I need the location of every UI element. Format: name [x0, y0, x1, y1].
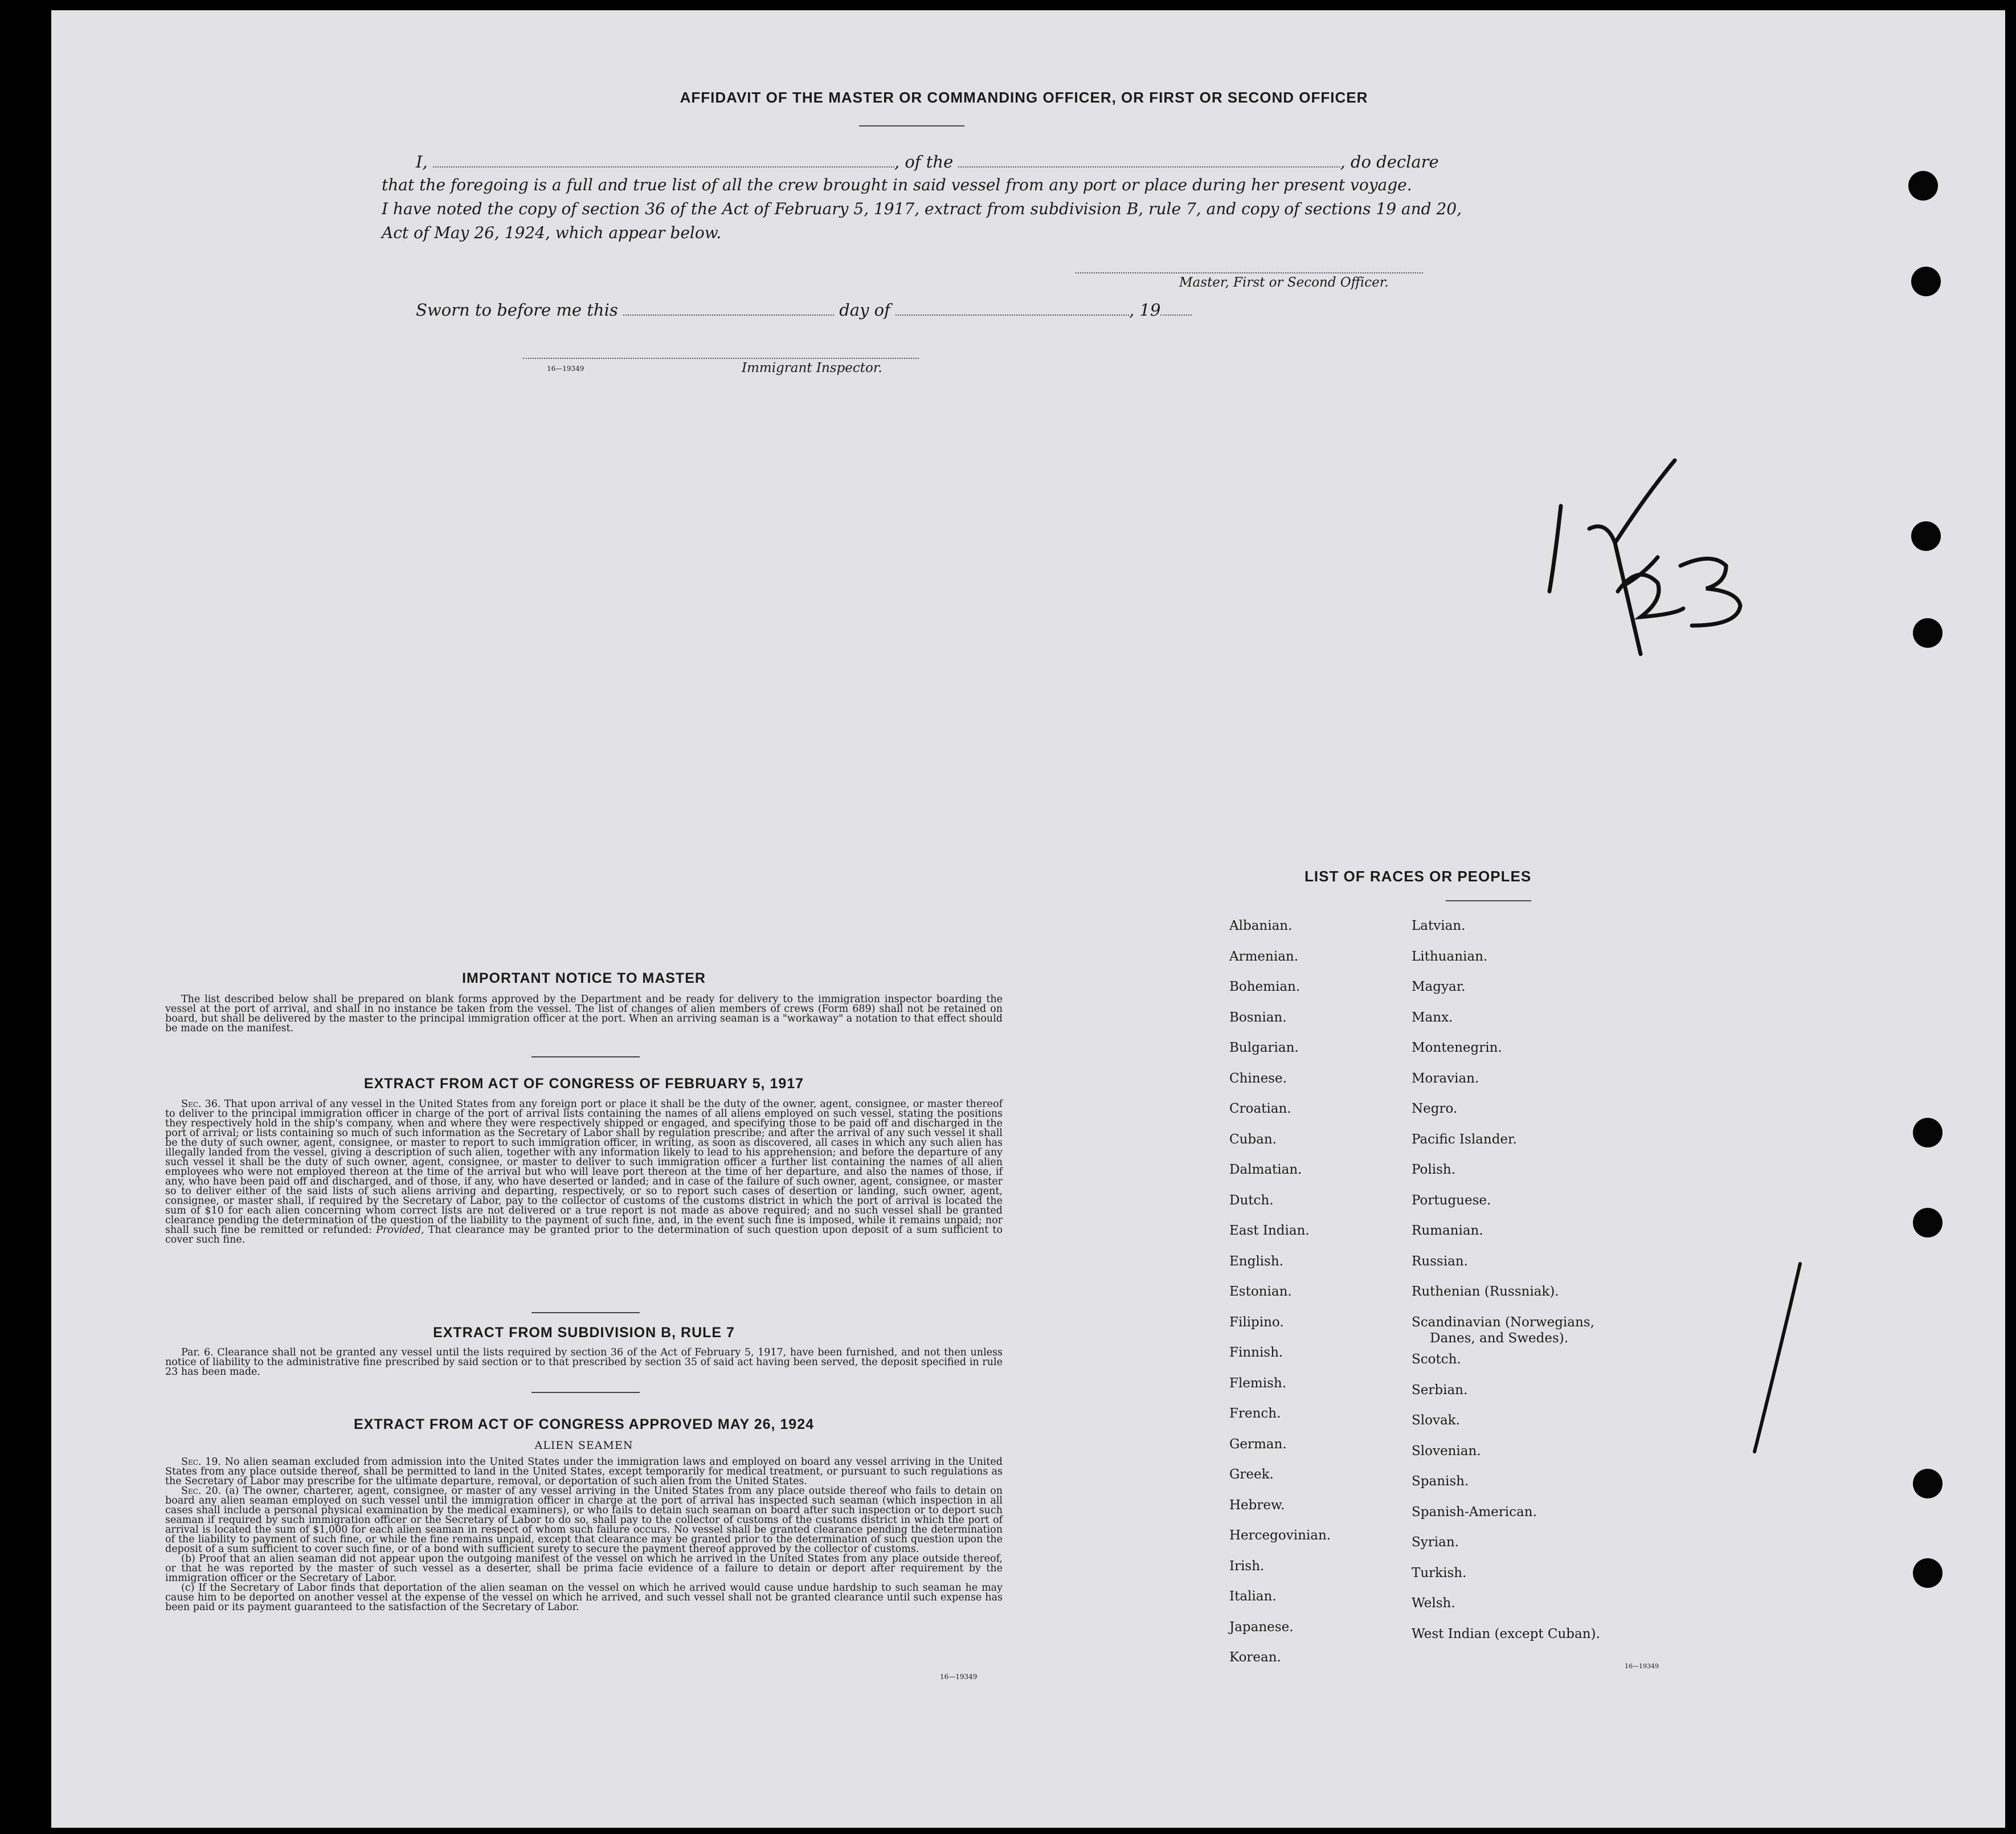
form-number-races: 16—19349	[1625, 1663, 1659, 1670]
proviso-text: That clearance may be granted prior to the determination of such question upon deposit of a sum sufficient to cover such fine.	[165, 1224, 1003, 1245]
document-page	[51, 10, 2005, 1828]
sworn-year: , 19	[1129, 300, 1161, 320]
handwritten-number	[1487, 443, 1806, 694]
race-item: East Indian.	[1229, 1223, 1310, 1238]
notice-title: IMPORTANT NOTICE TO MASTER	[462, 970, 706, 986]
race-item: Hebrew.	[1229, 1497, 1285, 1513]
handwritten-slash	[1743, 1258, 1811, 1463]
sec20b-paragraph: (b) Proof that an alien seaman did not appear upon the outgoing manifest of the vessel on which he arrived in the United States from any place outside thereof, or that he was reported by the master of such vessel as a deserter, shall be prima facie evidence of a failure to detain or deport after requirement by the immigration officer or the Secretary of Labor.	[165, 1553, 1003, 1584]
form-number-top: 16—19349	[547, 365, 584, 373]
race-item: Dutch.	[1229, 1192, 1274, 1208]
race-item: Bulgarian.	[1229, 1040, 1299, 1055]
race-item: Greek.	[1229, 1467, 1274, 1482]
races-divider	[1446, 900, 1531, 901]
title-divider	[859, 125, 964, 126]
signature-label: Master, First or Second Officer.	[1179, 275, 1389, 290]
line1-start: I,	[416, 152, 428, 171]
race-item: Hercegovinian.	[1229, 1528, 1331, 1543]
races-title: LIST OF RACES OR PEOPLES	[1305, 868, 1532, 885]
sworn-month-blank	[895, 300, 1129, 316]
race-item: Negro.	[1412, 1101, 1458, 1116]
sec20c-paragraph: (c) If the Secretary of Labor finds that deportation of the alien seaman on the vessel on which he arrived would cause undue hardship to such seaman he may cause him to be deported on another vessel at the expense of the vessel on which he arrived, and such vessel shall not be granted clearance until such expense has been paid or its payment guaranteed to the satisfaction of the Secretary of Labor.	[165, 1582, 1003, 1613]
race-item: French.	[1229, 1406, 1281, 1421]
race-item: Estonian.	[1229, 1284, 1292, 1299]
extract-1917-text	[165, 1100, 1003, 1245]
race-item: Scandinavian (Norwegians,	[1412, 1314, 1594, 1330]
binder-hole	[1913, 1469, 1943, 1498]
binder-hole	[1908, 171, 1938, 201]
race-item: Chinese.	[1229, 1071, 1287, 1086]
race-item: Filipino.	[1229, 1314, 1284, 1330]
binder-hole	[1913, 1208, 1943, 1237]
race-item: Spanish.	[1412, 1474, 1469, 1489]
binder-hole	[1911, 267, 1941, 296]
notice-text	[165, 995, 1003, 1034]
race-item: Polish.	[1412, 1162, 1456, 1177]
divider-1	[531, 1056, 640, 1057]
vessel-blank	[958, 152, 1340, 168]
race-item: Italian.	[1229, 1589, 1277, 1604]
race-item: Moravian.	[1412, 1071, 1479, 1086]
year-blank	[1160, 300, 1192, 316]
line1-end: , do declare	[1340, 152, 1439, 171]
race-item: Latvian.	[1412, 918, 1466, 933]
sec19-text: No alien seaman excluded from admission into the United States under the immigration laws and employed on board any vessel arriving in the United States from any place outside thereof, shall be permitted to land in the United States, except temporarily for medical treatment, or pursuant to such regulations as the Secretary of Labor may prescribe for the ultimate departure, removal, or deportation of such alien from the United States.	[165, 1456, 1003, 1487]
inspector-label: Immigrant Inspector.	[742, 361, 882, 375]
race-item: Irish.	[1229, 1558, 1265, 1574]
sworn-day: day of	[839, 300, 890, 320]
affidavit-line-4: Act of May 26, 1924, which appear below.	[382, 223, 722, 242]
divider-3	[531, 1392, 640, 1393]
sec20-label: Sec. 20.	[181, 1485, 222, 1497]
race-item: Portuguese.	[1412, 1192, 1491, 1208]
line1-mid: , of the	[894, 152, 954, 171]
sec36-text: That upon arrival of any vessel in the United States from any foreign port or place it shall be the duty of the owner, agent, consignee, or master thereof to deliver to the principal immigration officer in charge of the port of arrival lists containing the names of all aliens employed on such vessel, stating the positions they respectively hold in the ship's company, when and where they were respectively shipped or engaged, and specifying those to be paid off and discharged in the port of arrival; or lists containing so much of such information as the Secretary of Labor shall by regulation prescribe; and after the arrival of any such vessel it shall be the duty of such owner, agent, consignee, or master to report to such immigration officer, in writing, as soon as discovered, all cases in which any such alien has illegally landed from the vessel, giving a description of such alien, together with any information likely to lead to his apprehension; and before the departure of any such vessel it shall be the duty of such owner, agent, consignee, or master to deliver to such immigration officer a further list containing the names of all alien employees who were not employed thereon at the time of the arrival but who will leave port thereon at the time of her departure, and also the names of those, if any, who have been paid off and discharged, and of those, if any, who have deserted or landed; and in case of the failure of such owner, agent, consignee, or master so to deliver either of the said lists of such aliens arriving and departing, respectively, or so to report such cases of desertion or landing, such owner, agent, consignee, or master shall, if required by the Secretary of Labor, pay to the collector of customs of the customs district in which the port of arrival is located the sum of $10 for each alien concerning whom correct lists are not delivered or a true report is not made as above required; and no such vessel shall be granted clearance pending the determination of the question of the liability to the payment of such fine, and, in the event such fine is imposed, while it remains unpaid; nor shall such fine be remitted or refunded:	[165, 1098, 1003, 1236]
race-item: Cuban.	[1229, 1132, 1277, 1147]
sworn-line	[416, 300, 1192, 320]
binder-hole	[1913, 1118, 1943, 1147]
race-item: Armenian.	[1229, 949, 1299, 964]
alien-seamen-subtitle: ALIEN SEAMEN	[534, 1439, 633, 1452]
binder-hole	[1911, 521, 1941, 551]
race-item: Korean.	[1229, 1650, 1281, 1665]
race-item: Flemish.	[1229, 1375, 1287, 1391]
race-item: Ruthenian (Russniak).	[1412, 1284, 1559, 1299]
race-item: Scotch.	[1412, 1352, 1461, 1367]
binder-hole	[1913, 1558, 1943, 1588]
race-item: English.	[1229, 1253, 1283, 1269]
race-item: Bosnian.	[1229, 1010, 1287, 1025]
handwritten-text: 1¼3	[1487, 443, 1489, 444]
inspector-line	[523, 358, 919, 359]
race-item: Croatian.	[1229, 1101, 1291, 1116]
divider-2	[531, 1312, 640, 1313]
sec20a-text: (a) The owner, charterer, agent, consignee, or master of any vessel arriving in the United States from any place outside thereof who fails to detain on board any alien seaman employed on such vessel until the immigration officer in charge at the port of arrival has inspected such seaman (which inspection in all cases shall include a personal physical examination by the medical examiners), or who fails to detain such seaman on board after such inspection or to deport such seaman if required by such immigration officer or the Secretary of Labor to do so, shall pay to the collector of customs of the customs district in which the port of arrival is located the sum of $1,000 for each alien seaman in respect of whom such failure occurs. No vessel shall be granted clearance pending the determination of the liability to payment of such fine, or while the fine remains unpaid, except that clearance may be granted prior to the determination of such question upon the deposit of a sum sufficient to cover such fine, or of a bond with sufficient surety to secure the payment thereof approved by the collector of customs.	[165, 1485, 1003, 1555]
notice-paragraph: The list described below shall be prepared on blank forms approved by the Department and be ready for delivery to the immigration inspector boarding the vessel at the port of arrival, and shall in no instance be taken from the vessel. The list of changes of alien members of crews (Form 689) shall not be retained on board, but shall be delivered by the master to the principal immigration officer at the port. When an arriving seaman is a "workaway" a notation to that effect should be made on the manifest.	[165, 994, 1003, 1034]
race-item: Japanese.	[1229, 1619, 1294, 1635]
rule7-paragraph: Par. 6. Clearance shall not be granted any vessel until the lists required by section 36 of the Act of February 5, 1917, have been furnished, and not then unless notice of liability to the administrative fine prescribed by said section or to that prescribed by section 35 of said act having been served, the deposit specified in rule 23 has been made.	[165, 1347, 1003, 1378]
sec19-paragraph	[165, 1457, 1003, 1486]
race-item: Spanish-American.	[1412, 1504, 1537, 1520]
sec36-label: Sec. 36.	[181, 1098, 221, 1110]
race-item: Rumanian.	[1412, 1223, 1483, 1238]
sec36-paragraph	[165, 1100, 1003, 1245]
race-item: Lithuanian.	[1412, 949, 1488, 964]
affidavit-line-3: I have noted the copy of section 36 of the Act of February 5, 1917, extract from subdivision B, rule 7, and copy of sections 19 and 20,	[382, 199, 1462, 218]
affidavit-line-2: that the foregoing is a full and true list of all the crew brought in said vessel from any port or place during her present voyage.	[382, 175, 1412, 194]
extract-1924-title: EXTRACT FROM ACT OF CONGRESS APPROVED MAY 26, 1924	[353, 1416, 815, 1432]
proviso-label: Provided,	[376, 1224, 424, 1236]
form-number-bottom: 16—19349	[940, 1673, 978, 1681]
race-item: Manx.	[1412, 1010, 1453, 1025]
race-item: Bohemian.	[1229, 979, 1301, 994]
race-item: Dalmatian.	[1229, 1162, 1302, 1177]
race-item: Slovak.	[1412, 1413, 1460, 1428]
race-item: Finnish.	[1229, 1345, 1283, 1360]
race-item: Slovenian.	[1412, 1443, 1481, 1459]
affidavit-title: AFFIDAVIT OF THE MASTER OR COMMANDING OFFICER, OR FIRST OR SECOND OFFICER	[680, 89, 1368, 106]
sec20a-paragraph	[165, 1486, 1003, 1554]
sworn-start: Sworn to before me this	[416, 300, 618, 320]
sworn-date-blank	[623, 300, 834, 316]
race-item: Russian.	[1412, 1253, 1468, 1269]
sec19-label: Sec. 19.	[181, 1456, 222, 1468]
race-item: Turkish.	[1412, 1565, 1467, 1580]
rule7-title: EXTRACT FROM SUBDIVISION B, RULE 7	[433, 1325, 735, 1341]
race-item: German.	[1229, 1436, 1287, 1452]
race-item: Serbian.	[1412, 1382, 1468, 1398]
race-item: Magyar.	[1412, 979, 1466, 994]
signature-line	[1076, 272, 1423, 273]
race-item: West Indian (except Cuban).	[1412, 1626, 1600, 1641]
race-item: Danes, and Swedes).	[1430, 1330, 1569, 1346]
race-item: Montenegrin.	[1412, 1040, 1502, 1055]
binder-hole	[1913, 618, 1943, 648]
extract-1924-text	[165, 1457, 1003, 1612]
rule7-text	[165, 1348, 1003, 1377]
name-blank	[433, 152, 894, 168]
extract-1917-title: EXTRACT FROM ACT OF CONGRESS OF FEBRUARY 5, 1917	[363, 1076, 804, 1092]
race-item: Welsh.	[1412, 1596, 1455, 1611]
race-item: Syrian.	[1412, 1535, 1459, 1550]
affidavit-line-1	[416, 152, 1439, 171]
race-item: Pacific Islander.	[1412, 1132, 1517, 1147]
race-item: Albanian.	[1229, 918, 1293, 933]
